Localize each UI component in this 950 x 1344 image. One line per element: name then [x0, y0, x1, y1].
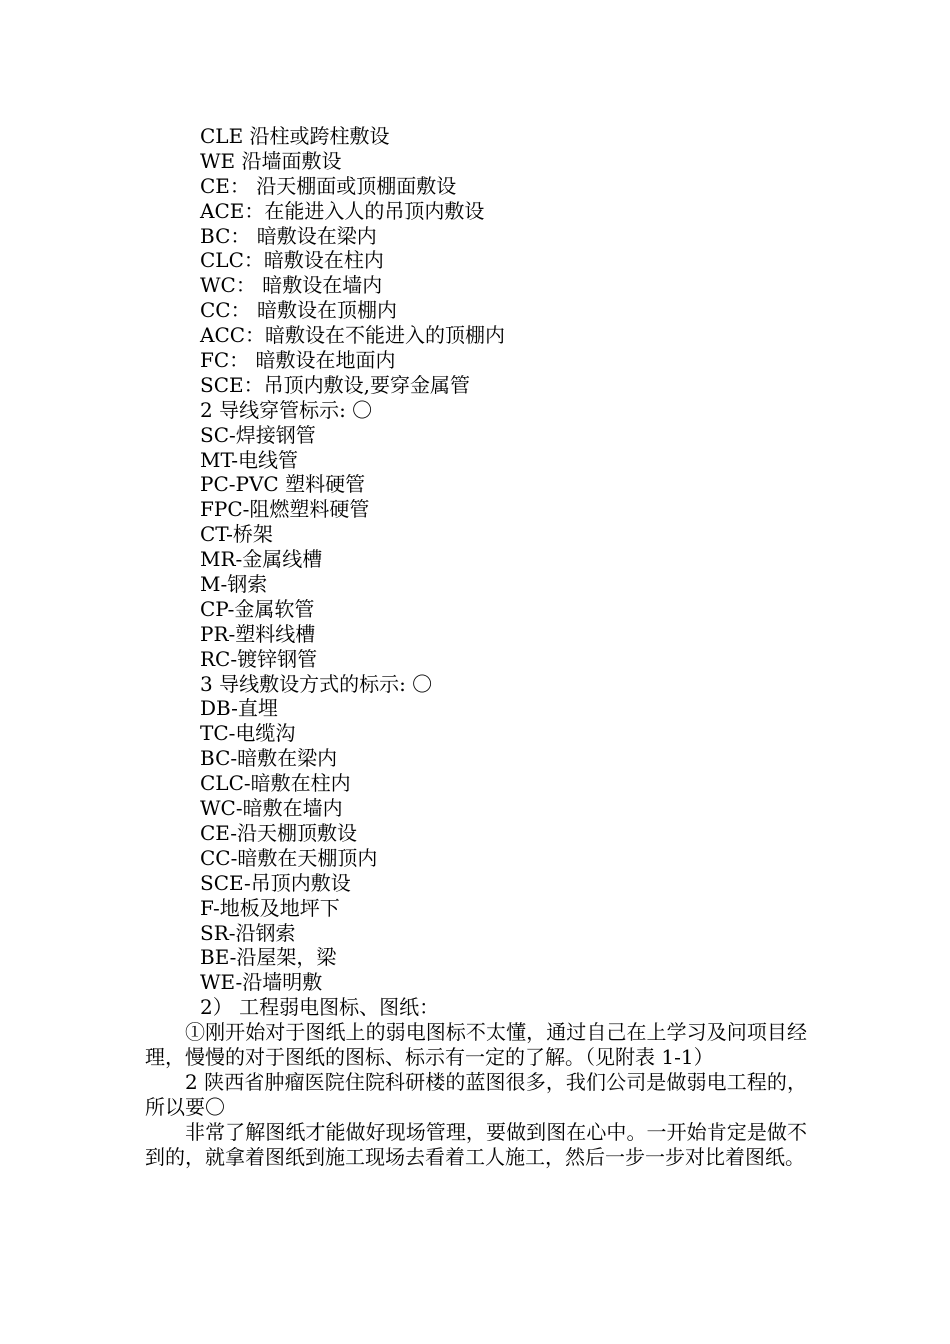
paragraph: 非常了解图纸才能做好现场管理，要做到图在心中。一开始肯定是做不到的，就拿着图纸到施工现场去看着工人施工，然后一步一步对比着图纸。: [145, 1119, 807, 1169]
list-item: CLE 沿柱或跨柱敷设: [200, 124, 390, 148]
list-item: RC-镀锌钢管: [200, 646, 318, 671]
code-list: [200, 124, 820, 1020]
list-item: MT-电线管: [200, 447, 298, 472]
list-item: WE 沿墙面敷设: [200, 148, 342, 173]
list-item: FC： 暗敷设在地面内: [200, 348, 396, 373]
list-item: PR-塑料线槽: [200, 621, 316, 646]
list-item: F-地板及地坪下: [200, 895, 340, 920]
list-item: M-钢索: [200, 572, 268, 597]
list-item: TC-电缆沟: [200, 721, 296, 746]
list-item: CC-暗敷在天棚顶内: [200, 845, 378, 870]
section-heading: 2） 工程弱电图标、图纸：: [200, 995, 440, 1020]
list-item: PC-PVC 塑料硬管: [200, 472, 366, 497]
list-item: CE： 沿天棚面或顶棚面敷设: [200, 173, 457, 198]
list-item: CLC：暗敷设在柱内: [200, 248, 384, 273]
list-item: SC-焊接钢管: [200, 422, 316, 447]
list-item: MR-金属线槽: [200, 547, 323, 572]
list-item: CLC-暗敷在柱内: [200, 771, 351, 796]
list-item: WC-暗敷在墙内: [200, 796, 343, 821]
list-item: SCE-吊顶内敷设: [200, 870, 351, 895]
paragraph: ①刚开始对于图纸上的弱电图标不太懂，通过自己在上学习及问项目经理，慢慢的对于图纸的图标、标示有一定的了解。（见附表 1-1）: [145, 1020, 807, 1069]
list-item: SCE：吊顶内敷设,要穿金属管: [200, 372, 470, 397]
list-item: WE-沿墙明敷: [200, 970, 323, 995]
list-item: BC-暗敷在梁内: [200, 746, 338, 771]
list-item: BE-沿屋架，梁: [200, 945, 337, 970]
list-item: CE-沿天棚顶敷设: [200, 820, 358, 845]
list-item: FPC-阻燃塑料硬管: [200, 497, 370, 522]
list-item: CP-金属软管: [200, 596, 315, 621]
list-item: CT-桥架: [200, 522, 273, 547]
list-item: CC： 暗敷设在顶棚内: [200, 298, 397, 323]
section-heading: 3 导线敷设方式的标示: 〇: [200, 671, 433, 696]
list-item: SR-沿钢索: [200, 920, 296, 945]
list-item: WC： 暗敷设在墙内: [200, 273, 383, 298]
section-heading: 2 导线穿管标示: 〇: [200, 397, 373, 422]
paragraph: 2 陕西省肿瘤医院住院科研楼的蓝图很多，我们公司是做弱电工程的，所以要〇: [145, 1069, 807, 1119]
list-item: ACE：在能进入人的吊顶内敷设: [200, 198, 485, 223]
list-item: DB-直埋: [200, 696, 278, 721]
list-item: BC： 暗敷设在梁内: [200, 223, 377, 248]
body-paragraphs: [145, 1020, 807, 1169]
list-item: ACC：暗敷设在不能进入的顶棚内: [200, 323, 506, 348]
